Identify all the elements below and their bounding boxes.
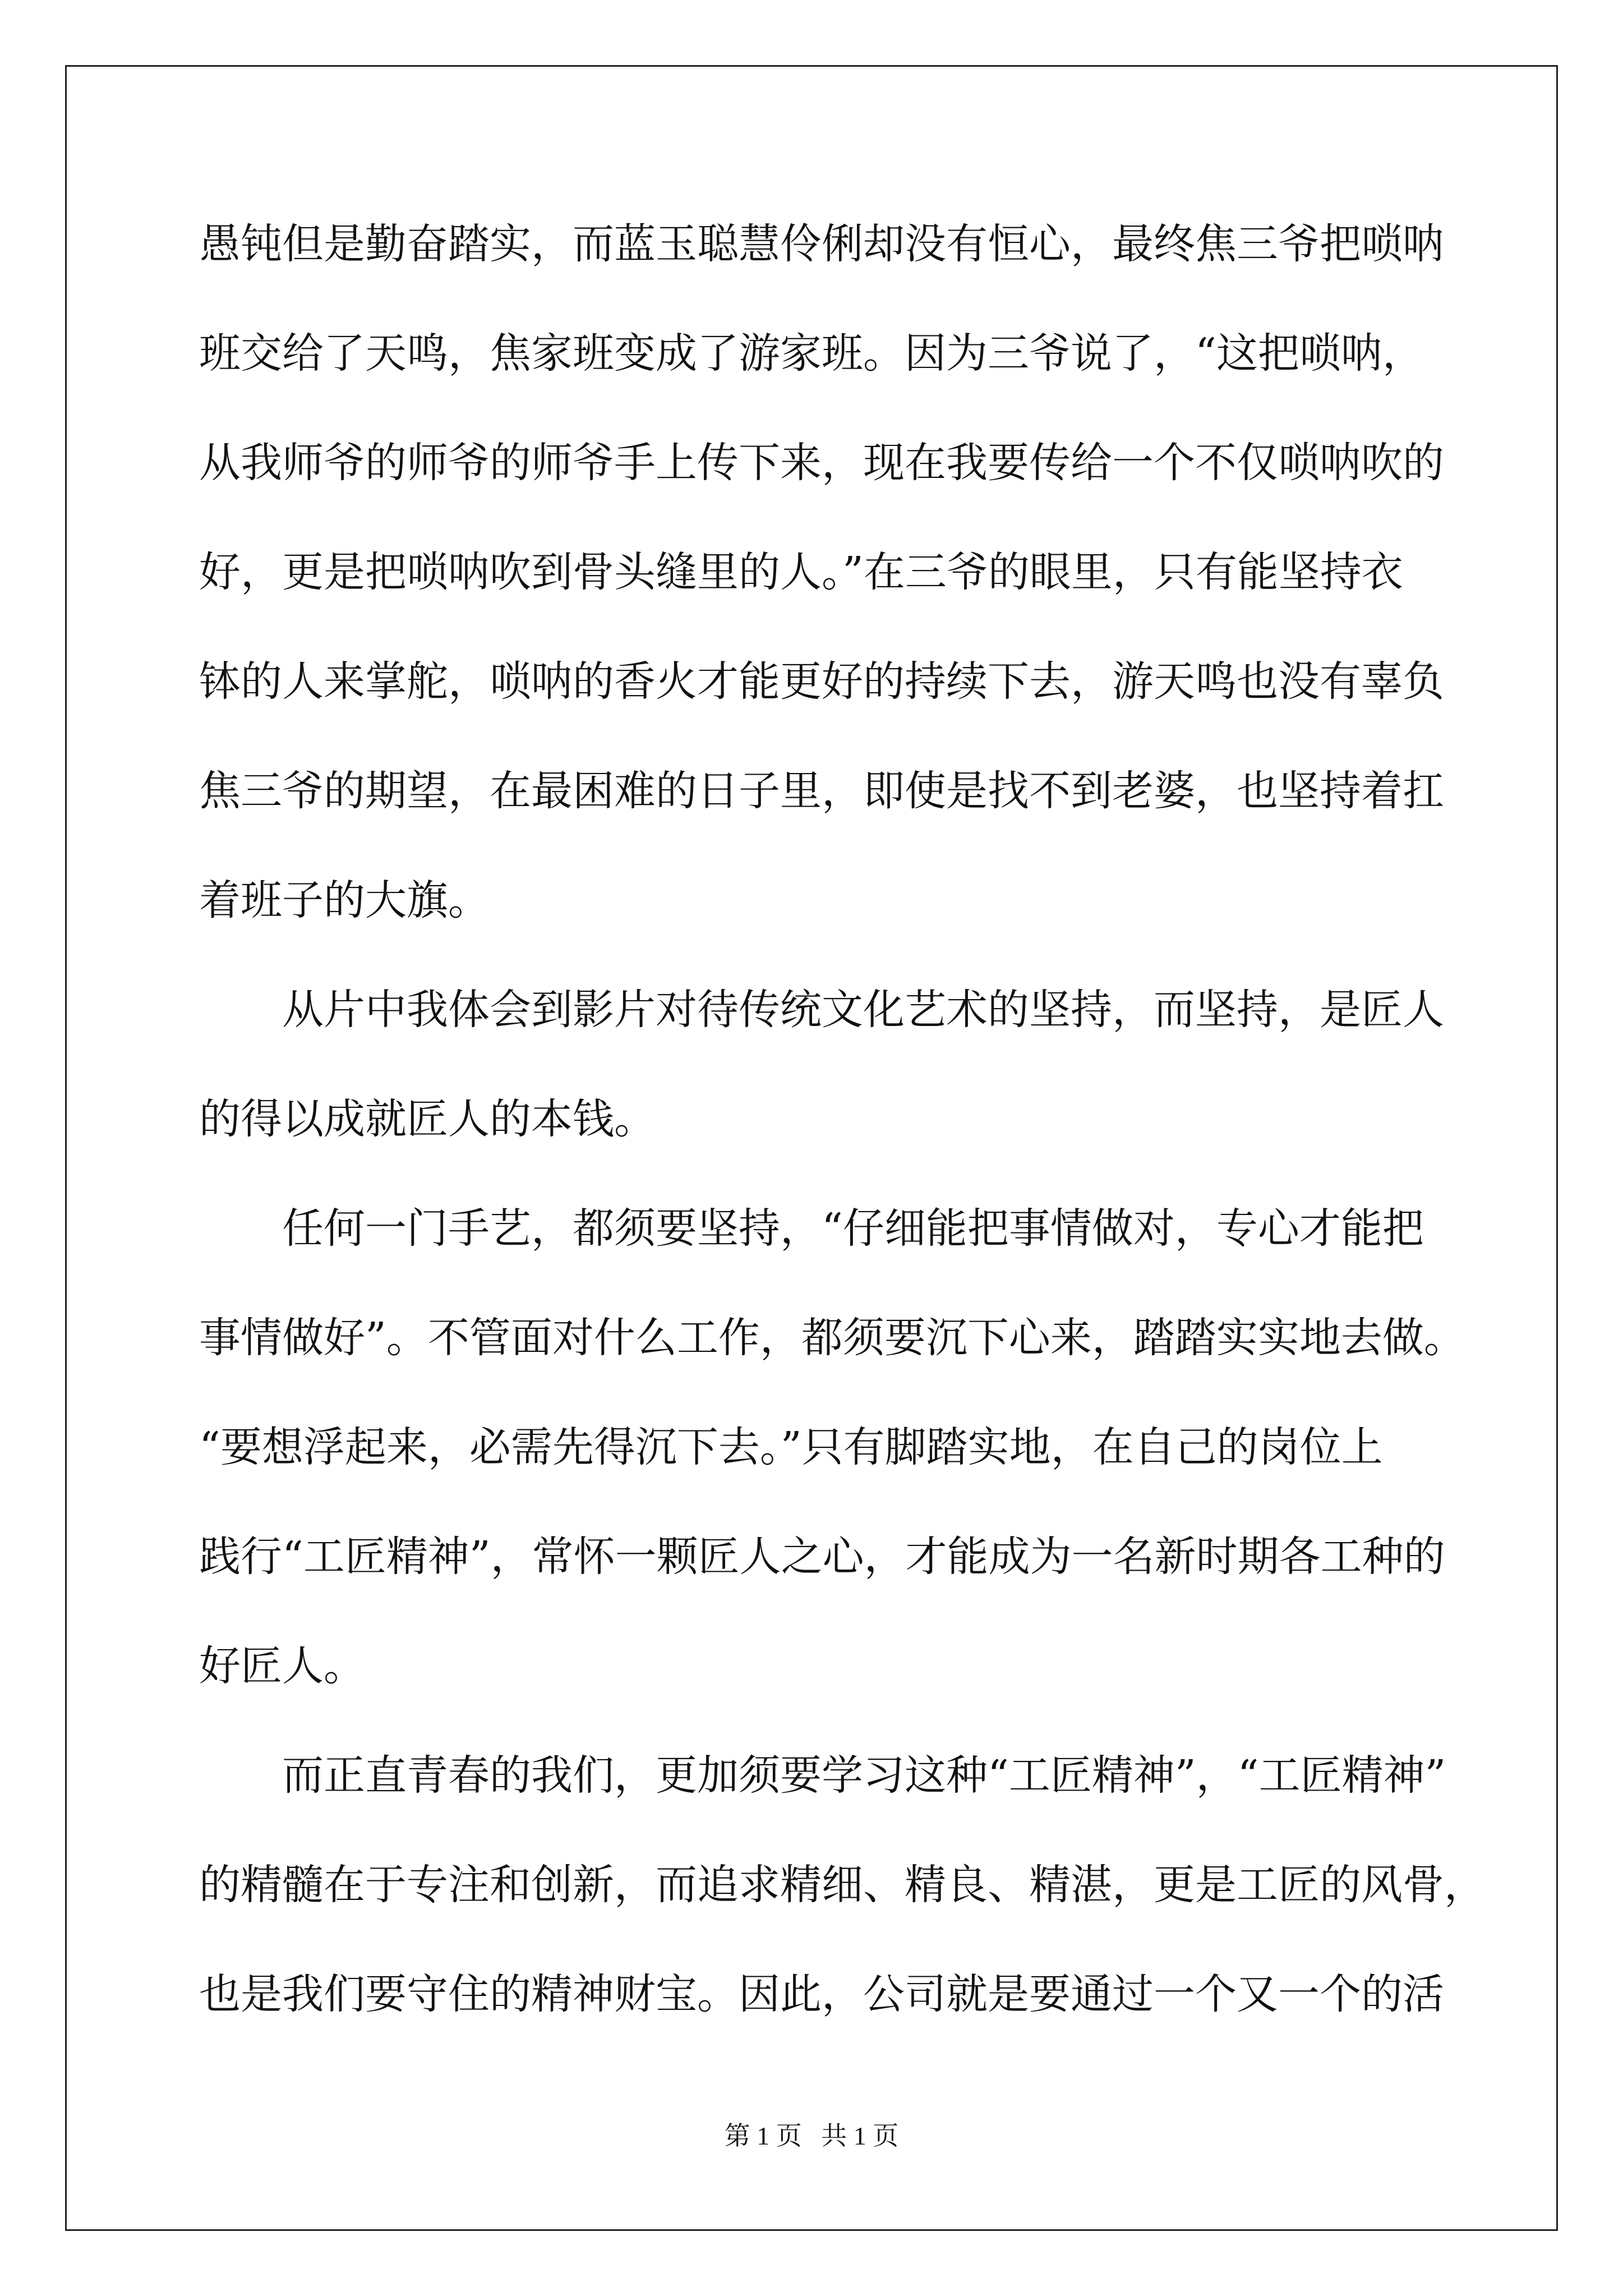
text-line: 着班子的大旗。 [199, 876, 490, 924]
text-line: 好匠人。 [199, 1642, 365, 1690]
text-line: 践行“工匠精神”，常怀一颗匠人之心，才能成为一名新时期各工种的 [199, 1533, 1445, 1581]
text-line: 的得以成就匠人的本钱。 [199, 1095, 656, 1143]
text-line: 从我师爷的师爷的师爷手上传下来，现在我要传给一个不仅唢呐吹的 [199, 439, 1444, 487]
text-line: 焦三爷的期望，在最困难的日子里，即使是找不到老婆，也坚持着扛 [199, 767, 1444, 815]
text-line: 钵的人来掌舵，唢呐的香火才能更好的持续下去，游天鸣也没有辜负 [199, 657, 1444, 706]
text-line: 好，更是把唢呐吹到骨头缝里的人。”在三爷的眼里，只有能坚持衣 [199, 548, 1403, 596]
text-line: 也是我们要守住的精神财宝。因此，公司就是要通过一个又一个的活 [199, 1970, 1444, 2018]
text-line: 事情做好”。不管面对什么工作，都须要沉下心来，踏踏实实地去做。 [199, 1314, 1465, 1362]
text-line: 的精髓在于专注和创新，而追求精细、精良、精湛，更是工匠的风骨， [199, 1861, 1486, 1909]
text-line: “要想浮起来，必需先得沉下去。”只有脚踏实地，在自己的岗位上 [199, 1423, 1383, 1471]
paragraph-first-line: 任何一门手艺，都须要坚持，“仔细能把事情做对，专心才能把 [282, 1204, 1424, 1253]
page-footer: 第 1 页 共 1 页 [724, 2122, 899, 2150]
paragraph-first-line: 而正直青春的我们，更加须要学习这种“工匠精神”，“工匠精神” [282, 1751, 1446, 1800]
paragraph-first-line: 从片中我体会到影片对待传统文化艺术的坚持，而坚持，是匠人 [282, 986, 1444, 1034]
text-line: 愚钝但是勤奋踏实，而蓝玉聪慧伶俐却没有恒心，最终焦三爷把唢呐 [199, 220, 1444, 268]
text-line: 班交给了天鸣，焦家班变成了游家班。因为三爷说了，“这把唢呐， [199, 329, 1424, 378]
